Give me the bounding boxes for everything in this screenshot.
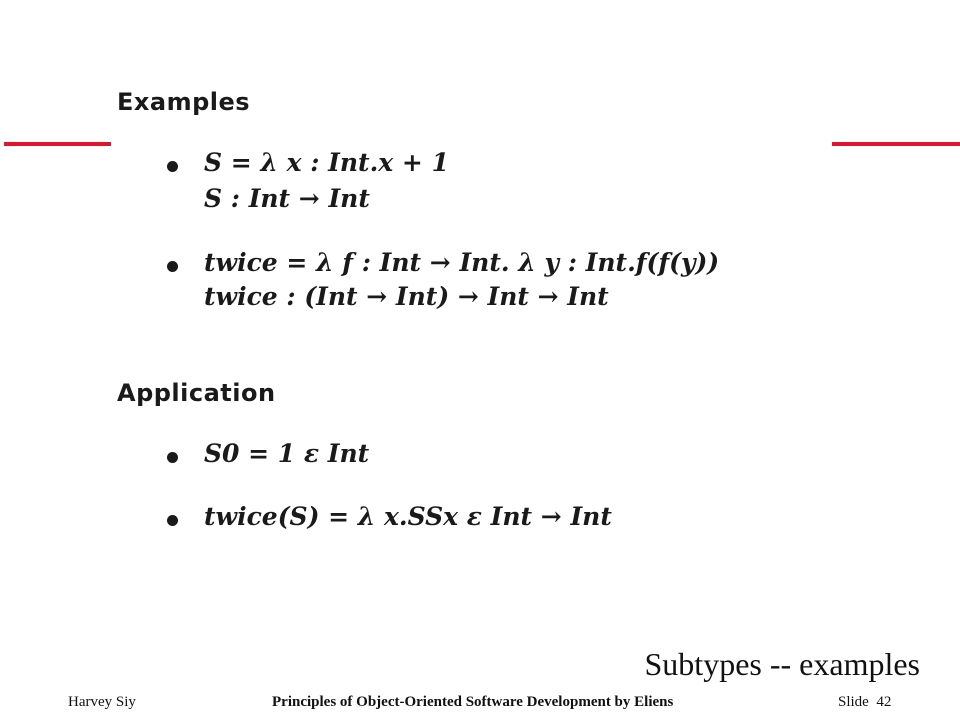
application-1-line-1: S0 = 1 ε Int <box>204 439 370 468</box>
slide-label: Slide <box>838 694 869 710</box>
example-1-line-1: S = λ x : Int.x + 1 <box>204 148 449 177</box>
application-2-line-1: twice(S) = λ x.SSx ε Int → Int <box>204 502 612 531</box>
footer-slide-number <box>838 694 891 711</box>
bullet-icon <box>167 261 178 272</box>
bullet-icon <box>167 161 178 172</box>
footer-author: Harvey Siy <box>68 694 136 710</box>
bullet-icon <box>167 452 178 463</box>
bullet-icon <box>167 515 178 526</box>
application-heading: Application <box>117 379 276 407</box>
example-2-line-2: twice : (Int → Int) → Int → Int <box>204 282 609 311</box>
footer-course: Principles of Object-Oriented Software Development by Eliens <box>272 694 674 710</box>
examples-heading: Examples <box>117 88 251 116</box>
example-2-line-1: twice = λ f : Int → Int. λ y : Int.f(f(y)) <box>204 248 720 277</box>
example-1-line-2: S : Int → Int <box>204 184 370 213</box>
slide-title: Subtypes -- examples <box>644 646 920 682</box>
slide-number: 42 <box>876 694 892 710</box>
